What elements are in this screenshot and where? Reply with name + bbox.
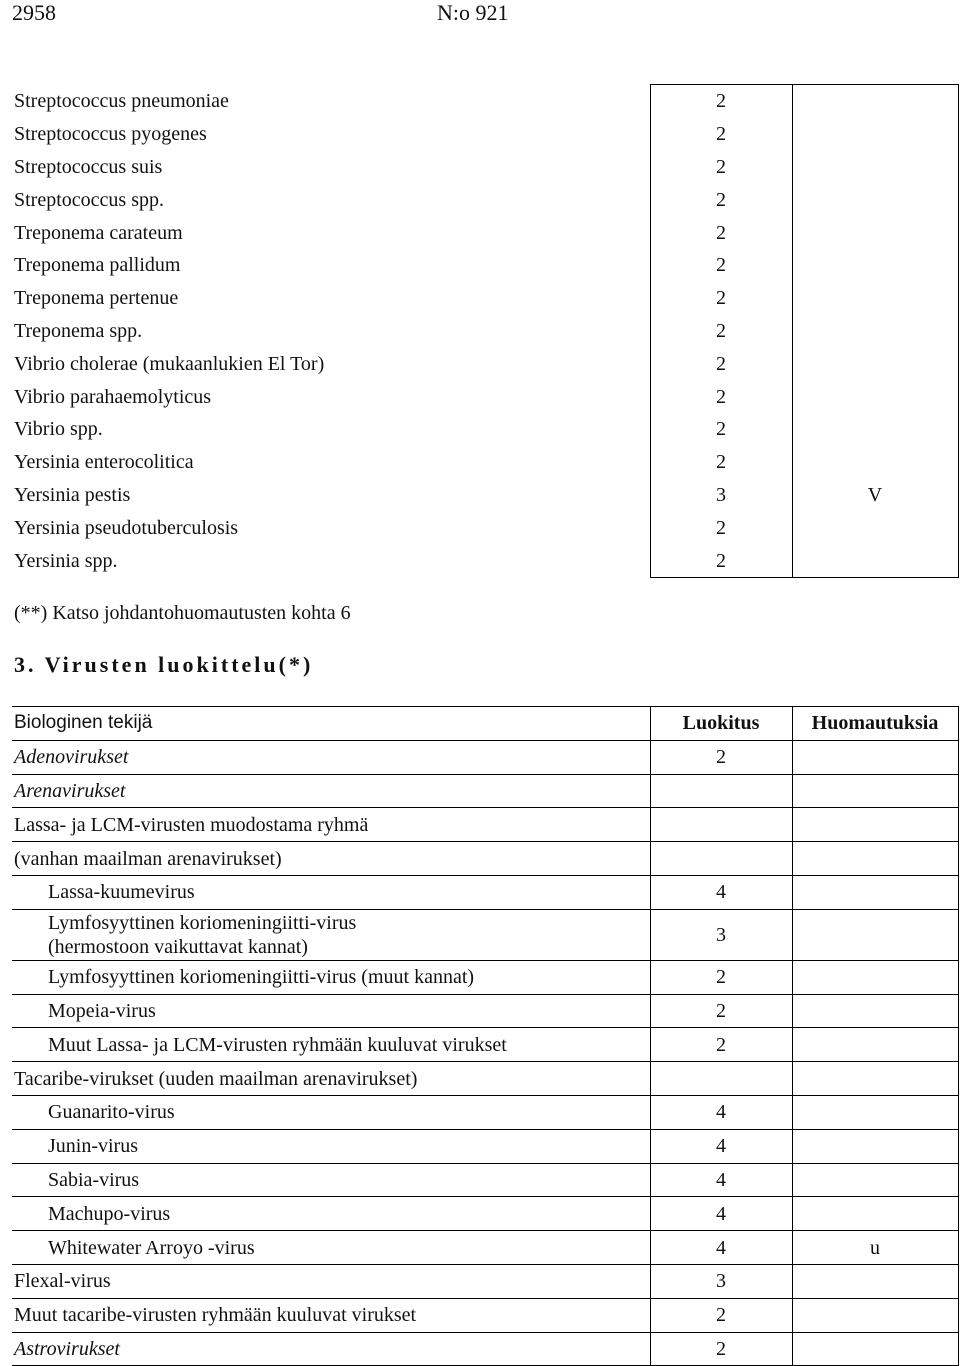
section-title: 3. Virusten luokittelu(*): [14, 652, 314, 677]
agent-name-line1: Lymfosyyttinen koriomeningiitti-virus: [48, 911, 357, 934]
remark: [792, 85, 958, 118]
agent-name: Streptococcus suis: [14, 155, 163, 178]
remark: [792, 1298, 958, 1332]
agent-name: Yersinia pseudotuberculosis: [14, 516, 239, 539]
risk-class: 4: [650, 1163, 792, 1197]
risk-class: 4: [650, 1095, 792, 1129]
remark: [792, 740, 958, 774]
table-row: [12, 1129, 958, 1163]
remark: V: [792, 479, 958, 512]
remark: [792, 380, 958, 413]
remark: u: [792, 1231, 958, 1265]
risk-class: [650, 1062, 792, 1096]
table-row: [12, 511, 958, 544]
risk-class: 2: [650, 380, 792, 413]
agent-name: Yersinia pestis: [14, 483, 131, 506]
issue-number: N:o 921: [437, 0, 509, 25]
risk-class: 2: [650, 151, 792, 184]
risk-class: 2: [650, 249, 792, 282]
remark: [792, 909, 958, 960]
agent-name: Adenovirukset: [12, 740, 650, 774]
risk-class: 2: [650, 740, 792, 774]
remark: [792, 842, 958, 876]
remark: [792, 216, 958, 249]
agent-name: Lassa- ja LCM-virusten muodostama ryhmä: [12, 808, 650, 842]
table-row: [12, 1095, 958, 1129]
table-row: [12, 994, 958, 1028]
table-row: [12, 315, 958, 348]
remark: [792, 1095, 958, 1129]
agent-name: Guanarito-virus: [12, 1095, 650, 1129]
agent-name: (vanhan maailman arenavirukset): [12, 842, 650, 876]
table-row: [12, 808, 958, 842]
risk-class: 4: [650, 1197, 792, 1231]
table-row: [12, 1028, 958, 1062]
risk-class: 2: [650, 183, 792, 216]
remark: [792, 808, 958, 842]
table-row: [12, 183, 958, 216]
agent-name: Vibrio spp.: [14, 418, 103, 441]
risk-class: 2: [650, 446, 792, 479]
table-row: [12, 151, 958, 184]
risk-class: 2: [650, 511, 792, 544]
table-row: [12, 1298, 958, 1332]
agent-name: Streptococcus spp.: [14, 188, 164, 211]
risk-class: 2: [650, 216, 792, 249]
agent-name: Vibrio parahaemolyticus: [14, 385, 212, 408]
table-row: [12, 960, 958, 994]
remark: [792, 774, 958, 808]
remark: [792, 446, 958, 479]
page-number: 2958: [12, 0, 56, 25]
header-agent: Biologinen tekijä: [12, 707, 650, 741]
risk-class: 2: [650, 282, 792, 315]
risk-class: 3: [650, 479, 792, 512]
agent-name: Streptococcus pneumoniae: [14, 90, 229, 113]
agent-name: Lymfosyyttinen koriomeningiitti-virus (muut kannat): [12, 960, 650, 994]
table-row: [12, 740, 958, 774]
remark: [792, 282, 958, 315]
agent-name: Muut tacaribe-virusten ryhmään kuuluvat virukset: [12, 1298, 650, 1332]
table-row: [12, 544, 958, 577]
table-row: [12, 118, 958, 151]
risk-class: [650, 774, 792, 808]
remark: [792, 347, 958, 380]
table-row: [12, 446, 958, 479]
risk-class: 2: [650, 1028, 792, 1062]
risk-class: 3: [650, 1264, 792, 1298]
remark: [792, 1163, 958, 1197]
table-row: [12, 1197, 958, 1231]
remark: [792, 183, 958, 216]
risk-class: 2: [650, 118, 792, 151]
risk-class: 2: [650, 347, 792, 380]
agent-name: Tacaribe-virukset (uuden maailman arenavirukset): [12, 1062, 650, 1096]
remark: [792, 1129, 958, 1163]
table-row: [12, 875, 958, 909]
risk-class: [650, 842, 792, 876]
agent-name: Streptococcus pyogenes: [14, 123, 207, 146]
remark: [792, 544, 958, 577]
agent-name: Yersinia enterocolitica: [14, 451, 194, 474]
remark: [792, 315, 958, 348]
risk-class: 3: [650, 909, 792, 960]
table-row: [12, 249, 958, 282]
remark: [792, 1197, 958, 1231]
risk-class: 2: [650, 413, 792, 446]
agent-name: Machupo-virus: [12, 1197, 650, 1231]
agent-name: Muut Lassa- ja LCM-virusten ryhmään kuuluvat virukset: [12, 1028, 650, 1062]
agent-name: Junin-virus: [12, 1129, 650, 1163]
risk-class: 2: [650, 960, 792, 994]
agent-name-line2: (hermostoon vaikuttavat kannat): [48, 935, 308, 958]
agent-name: Arenavirukset: [12, 774, 650, 808]
risk-class: 2: [650, 994, 792, 1028]
header-remarks: Huomautuksia: [792, 707, 958, 741]
remark: [792, 249, 958, 282]
table-row: [12, 479, 958, 512]
table-row: [12, 282, 958, 315]
table-row: [12, 1264, 958, 1298]
risk-class: 2: [650, 315, 792, 348]
agent-name: Treponema spp.: [14, 319, 143, 342]
table-row: [12, 85, 958, 118]
table-row: [12, 380, 958, 413]
table-row: [12, 1231, 958, 1265]
footnote: (**) Katso johdantohuomautusten kohta 6: [14, 602, 351, 624]
agent-name: Whitewater Arroyo -virus: [12, 1231, 650, 1265]
agent-name: Treponema pertenue: [14, 287, 179, 310]
agent-name: Sabia-virus: [12, 1163, 650, 1197]
remark: [792, 960, 958, 994]
agent-name: Mopeia-virus: [12, 994, 650, 1028]
risk-class: [650, 808, 792, 842]
risk-class: 4: [650, 875, 792, 909]
table-row: [12, 1163, 958, 1197]
virus-table-header: [12, 707, 958, 741]
agent-name: Vibrio cholerae (mukaanlukien El Tor): [14, 352, 325, 375]
table-row: [12, 842, 958, 876]
remark: [792, 1062, 958, 1096]
remark: [792, 994, 958, 1028]
virus-table: [12, 706, 959, 1366]
risk-class: 2: [650, 1332, 792, 1366]
agent-name: Treponema pallidum: [14, 254, 181, 277]
agent-name: Treponema carateum: [14, 221, 183, 244]
agent-name: Lassa-kuumevirus: [12, 875, 650, 909]
agent-name: [12, 909, 650, 960]
agent-name: Astrovirukset: [12, 1332, 650, 1366]
remark: [792, 875, 958, 909]
table-row: [12, 774, 958, 808]
remark: [792, 1332, 958, 1366]
remark: [792, 1264, 958, 1298]
header-class: Luokitus: [650, 707, 792, 741]
risk-class: 2: [650, 1298, 792, 1332]
remark: [792, 1028, 958, 1062]
agent-name: Yersinia spp.: [14, 549, 118, 572]
remark: [792, 511, 958, 544]
risk-class: 4: [650, 1129, 792, 1163]
table-row: [12, 1062, 958, 1096]
risk-class: 2: [650, 85, 792, 118]
agent-name: Flexal-virus: [12, 1264, 650, 1298]
table-row: [12, 1332, 958, 1366]
remark: [792, 151, 958, 184]
remark: [792, 118, 958, 151]
bacteria-table: [12, 84, 959, 578]
table-row: [12, 413, 958, 446]
risk-class: 4: [650, 1231, 792, 1265]
table-row: [12, 347, 958, 380]
table-row: [12, 216, 958, 249]
remark: [792, 413, 958, 446]
risk-class: 2: [650, 544, 792, 577]
table-row: [12, 909, 958, 960]
